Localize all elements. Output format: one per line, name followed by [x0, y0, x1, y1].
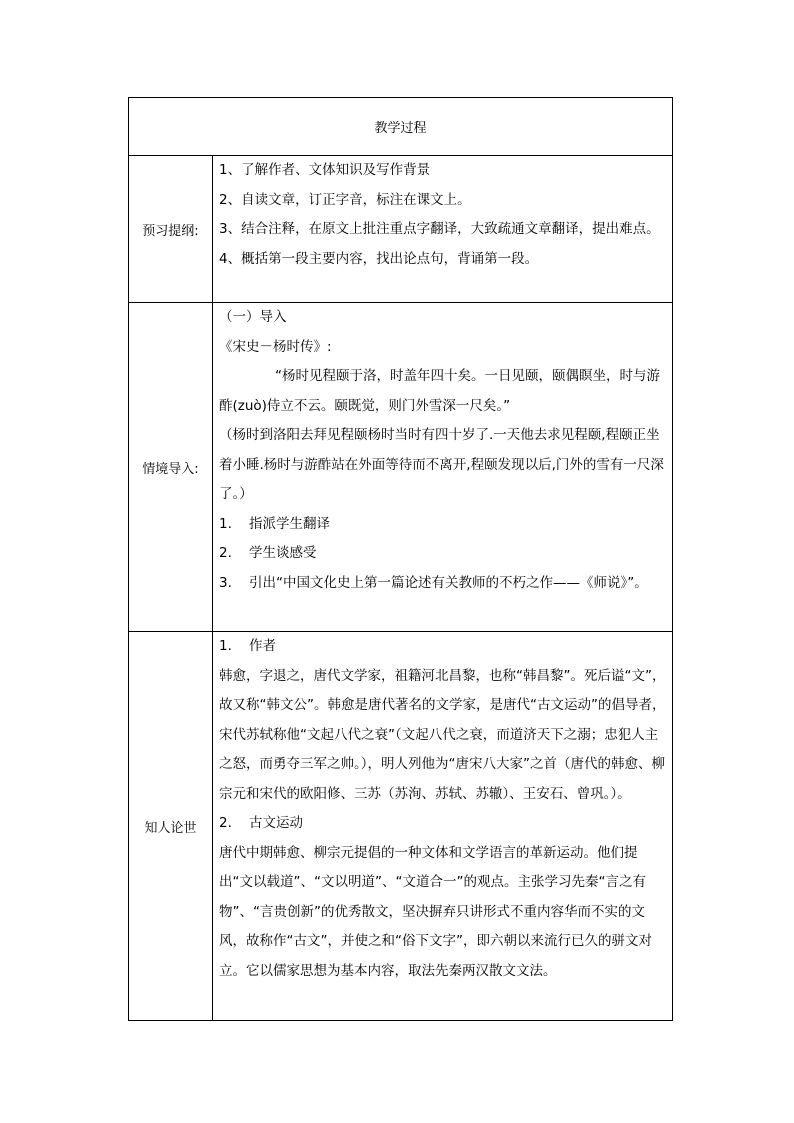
step-text: 引出“中国文化史上第一篇论述有关教师的不朽之作——《师说》”。: [249, 574, 648, 591]
intro-heading: （一）导入: [219, 309, 287, 325]
header-row: [129, 98, 673, 156]
section-heading: [219, 632, 666, 662]
section-number: 1.: [219, 638, 232, 654]
intro-row: [129, 303, 673, 632]
intro-step: [219, 569, 666, 599]
step-number: 3.: [219, 574, 232, 591]
intro-label: 情境导入:: [129, 303, 213, 632]
intro-source: 《宋史－杨时传》:: [219, 338, 332, 355]
intro-step: [219, 510, 666, 540]
section-title: 作者: [249, 638, 276, 654]
preview-item: 1、了解作者、文体知识及写作背景: [219, 162, 431, 178]
section-heading: [219, 809, 666, 839]
movement-description: 唐代中期韩愈、柳宗元提倡的一种文体和文学语言的革新运动。他们提出“文以载道”、“文以明道”、“文道合一”的观点。主张学习先秦“言之有物”、“言贵创新”的优秀散文，坚决摒弃只讲形式不重内容华而不实的文风，故称作“古文”，并使之和“俗下文字”，即六朝以来流行已久的骈文对立。它以儒家思想为基本内容，取法先秦两汉散文文法。: [219, 844, 652, 979]
step-number: 2.: [219, 545, 232, 561]
lesson-table: [128, 97, 673, 1021]
preview-row: [129, 156, 673, 303]
intro-step: [219, 539, 666, 569]
section-title: 古文运动: [249, 815, 303, 831]
intro-translation: （杨时到洛阳去拜见程颐杨时当时有四十岁了.一天他去求见程颐,程颐正坐着小睡.杨时与游酢站在外面等待而不离开,程颐发现以后,门外的雪有一尺深了。）: [219, 427, 664, 502]
preview-item: 3、结合注释，在原文上批注重点字翻译，大致疏通文章翻译，提出难点。: [219, 221, 660, 237]
table-title: 教学过程: [129, 98, 673, 156]
step-number: 1.: [219, 515, 232, 532]
step-text: 指派学生翻译: [249, 515, 330, 532]
section-number: 2.: [219, 815, 232, 831]
author-content: [213, 632, 673, 1021]
intro-quote: “杨时见程颐于洛，时盖年四十矣。一日见颐，颐偶瞑坐，时与游酢(zuò)侍立不云。颐既觉，则门外雪深一尺矣。”: [219, 368, 660, 414]
step-text: 学生谈感受: [249, 545, 317, 561]
author-bio: 韩愈，字退之，唐代文学家，祖籍河北昌黎，也称“韩昌黎”。死后谥“文”，故又称“韩文公”。韩愈是唐代著名的文学家，是唐代“古文运动”的倡导者，宋代苏轼称他“文起八代之衰”（文起八代之衰，而道济天下之溺；忠犯人主之怒，而勇夺三军之帅。），明人列他为“唐宋八大家”之首（唐代的韩愈、柳宗元和宋代的欧阳修、三苏（苏洵、苏轼、苏辙）、王安石、曾巩。）。: [219, 667, 666, 802]
preview-content: [213, 156, 673, 303]
preview-item: 2、自读文章，订正字音，标注在课文上。: [219, 191, 471, 208]
preview-item: 4、概括第一段主要内容，找出论点句，背诵第一段。: [219, 250, 539, 267]
intro-content: [213, 303, 673, 632]
author-label: 知人论世: [129, 632, 213, 1021]
preview-label: 预习提纲:: [129, 156, 213, 303]
author-row: [129, 632, 673, 1021]
